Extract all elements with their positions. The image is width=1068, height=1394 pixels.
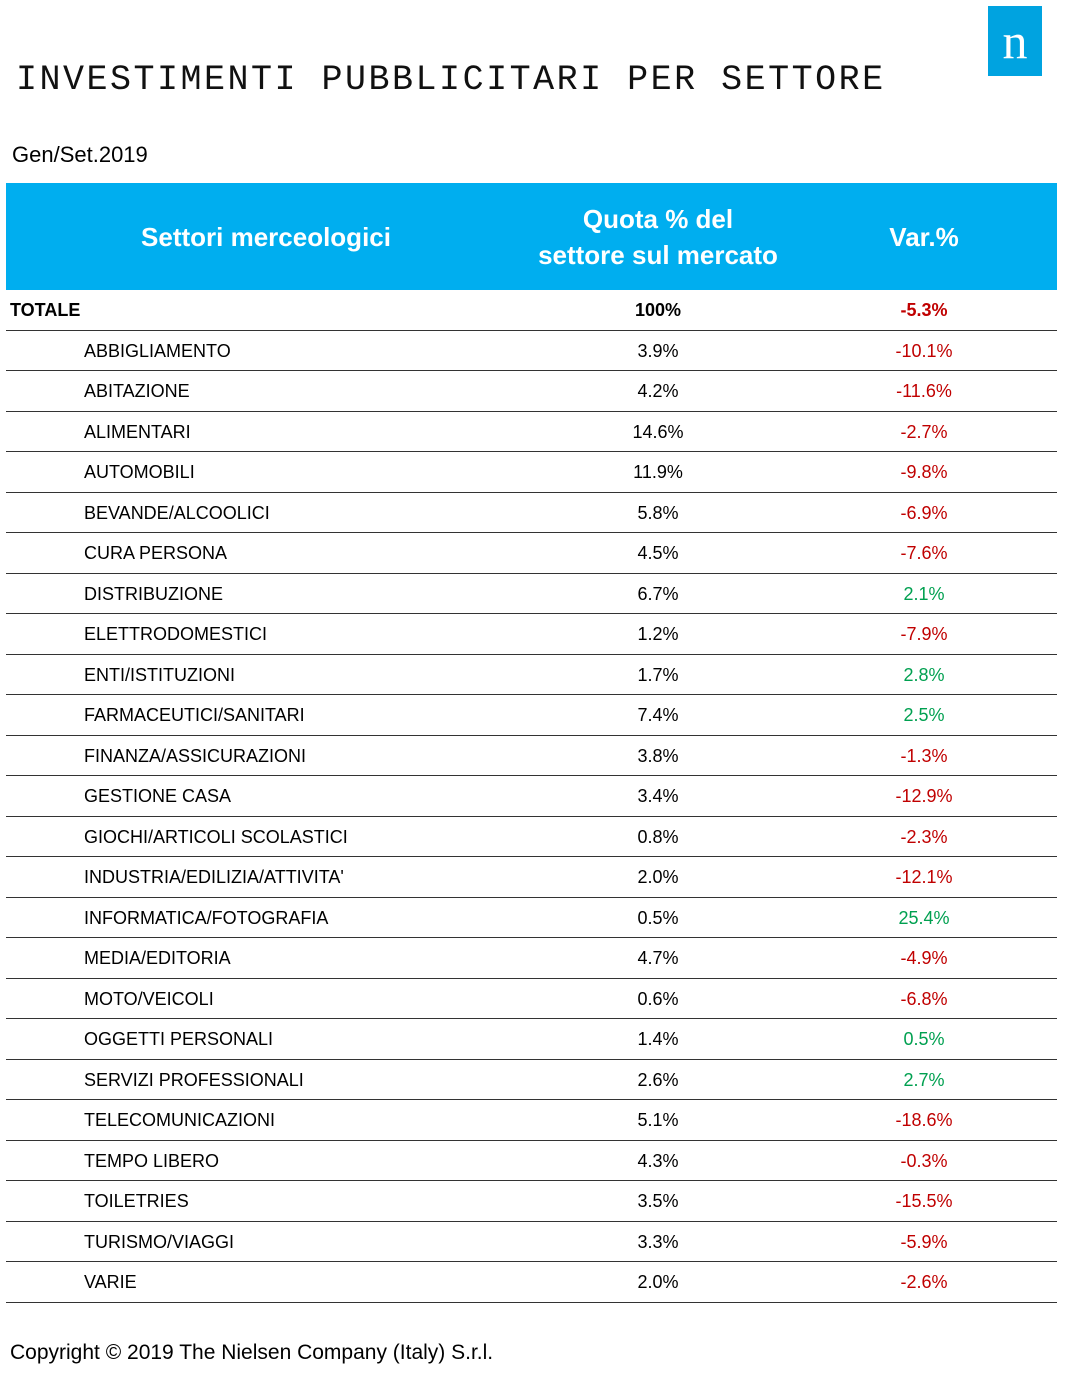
header-share: Quota % del settore sul mercato: [538, 203, 778, 270]
sector-cell: OGGETTI PERSONALI: [84, 1029, 274, 1049]
var-cell: -15.5%: [895, 1191, 953, 1211]
var-cell: -6.8%: [900, 988, 948, 1009]
share-cell: 4.2%: [637, 381, 679, 401]
table-body: [6, 290, 1057, 1303]
nielsen-logo: n: [988, 6, 1042, 76]
var-cell: -2.3%: [900, 826, 948, 847]
var-cell: -0.3%: [900, 1150, 948, 1171]
table-row: [6, 1262, 1057, 1303]
share-cell: 2.0%: [637, 1272, 679, 1292]
table-row: [6, 1019, 1057, 1060]
sector-cell: ABBIGLIAMENTO: [84, 340, 231, 361]
sector-cell: SERVIZI PROFESSIONALI: [84, 1069, 304, 1090]
table-row: [6, 331, 1057, 372]
table-row: [6, 533, 1057, 574]
sector-cell: ALIMENTARI: [84, 421, 191, 442]
table-row: [6, 614, 1057, 655]
var-cell: -6.9%: [900, 502, 948, 523]
sector-cell: ELETTRODOMESTICI: [84, 624, 268, 644]
share-cell: 4.3%: [637, 1150, 679, 1171]
sector-cell: VARIE: [84, 1272, 137, 1292]
var-cell: -2.7%: [900, 421, 948, 442]
table-row: [6, 1141, 1057, 1182]
var-cell: 2.1%: [903, 583, 945, 604]
share-cell: 5.1%: [637, 1110, 679, 1130]
sector-cell: TELECOMUNICAZIONI: [84, 1110, 276, 1130]
sector-cell: FARMACEUTICI/SANITARI: [84, 705, 305, 725]
sector-cell: AUTOMOBILI: [84, 462, 195, 482]
var-cell: -12.9%: [895, 786, 953, 806]
sector-cell: MOTO/VEICOLI: [84, 988, 214, 1009]
var-cell: 25.4%: [898, 907, 950, 928]
table-row: [6, 695, 1057, 736]
share-cell: 4.5%: [637, 543, 679, 563]
share-cell: 1.7%: [637, 664, 679, 685]
var-cell: -2.6%: [900, 1272, 948, 1292]
share-cell: 3.4%: [637, 786, 679, 806]
sector-cell: GIOCHI/ARTICOLI SCOLASTICI: [84, 826, 348, 847]
table-row: [6, 898, 1057, 939]
var-cell: -11.6%: [896, 381, 952, 401]
header-sector: Settori merceologici: [141, 221, 391, 252]
share-cell: 2.6%: [637, 1069, 679, 1090]
sector-cell: TEMPO LIBERO: [84, 1150, 220, 1171]
var-cell: -7.9%: [900, 624, 948, 644]
sector-cell: TURISMO/VIAGGI: [84, 1231, 235, 1252]
sector-cell: FINANZA/ASSICURAZIONI: [84, 745, 307, 766]
share-cell: 11.9%: [633, 462, 683, 482]
table-row: [6, 574, 1057, 615]
share-cell: 5.8%: [637, 502, 679, 523]
sector-cell: INFORMATICA/FOTOGRAFIA: [84, 907, 329, 928]
copyright-notice: Copyright © 2019 The Nielsen Company (Italy) S.r.l.: [10, 1341, 494, 1364]
var-cell: -7.6%: [900, 543, 948, 563]
sector-cell: BEVANDE/ALCOOLICI: [84, 502, 270, 523]
total-label: TOTALE: [10, 300, 81, 320]
table-row: [6, 857, 1057, 898]
var-cell: 2.8%: [903, 664, 945, 685]
share-cell: 3.5%: [637, 1191, 679, 1211]
share-cell: 3.3%: [637, 1231, 679, 1252]
table-row: [6, 736, 1057, 777]
share-cell: 7.4%: [637, 705, 679, 725]
table-row: [6, 493, 1057, 534]
var-cell: -10.1%: [895, 340, 953, 361]
var-cell: 0.5%: [903, 1029, 945, 1049]
share-cell: 3.8%: [637, 745, 679, 766]
sector-cell: CURA PERSONA: [84, 543, 228, 563]
sector-cell: DISTRIBUZIONE: [84, 583, 224, 604]
sector-cell: INDUSTRIA/EDILIZIA/ATTIVITA': [84, 867, 344, 887]
var-cell: -1.3%: [900, 745, 948, 766]
var-cell: -18.6%: [895, 1110, 953, 1130]
share-cell: 1.4%: [637, 1029, 679, 1049]
share-cell: 4.7%: [637, 948, 679, 968]
table-row: [6, 1100, 1057, 1141]
header-var: Var.%: [889, 221, 959, 252]
share-cell: 1.2%: [637, 624, 679, 644]
total-row: [6, 290, 1057, 331]
var-cell: -12.1%: [895, 867, 953, 887]
share-cell: 0.5%: [637, 907, 679, 928]
table-row: [6, 1222, 1057, 1263]
share-cell: 14.6%: [632, 421, 684, 442]
table-row: [6, 452, 1057, 493]
period-label: Gen/Set.2019: [12, 142, 148, 167]
var-cell: -4.9%: [900, 948, 948, 968]
var-cell: 2.7%: [903, 1069, 945, 1090]
share-cell: 2.0%: [637, 867, 679, 887]
table-row: [6, 655, 1057, 696]
table-row: [6, 412, 1057, 453]
share-cell: 3.9%: [637, 340, 679, 361]
sector-cell: GESTIONE CASA: [84, 786, 232, 806]
var-cell: -9.8%: [900, 462, 948, 482]
table-row: [6, 979, 1057, 1020]
sector-cell: TOILETRIES: [84, 1191, 189, 1211]
table-row: [6, 371, 1057, 412]
share-cell: 0.8%: [637, 826, 679, 847]
var-cell: 2.5%: [903, 705, 945, 725]
table-row: [6, 1060, 1057, 1101]
sector-cell: ENTI/ISTITUZIONI: [84, 664, 235, 685]
sector-cell: MEDIA/EDITORIA: [84, 948, 231, 968]
table-row: [6, 817, 1057, 858]
share-cell: 0.6%: [637, 988, 679, 1009]
total-share: 100%: [634, 300, 682, 320]
table-row: [6, 1181, 1057, 1222]
table-row: [6, 776, 1057, 817]
share-cell: 6.7%: [637, 583, 679, 604]
sector-cell: ABITAZIONE: [84, 381, 190, 401]
total-var: -5.3%: [900, 300, 948, 320]
page-title: INVESTIMENTI PUBBLICITARI PER SETTORE: [16, 60, 886, 100]
table-row: [6, 938, 1057, 979]
var-cell: -5.9%: [900, 1231, 948, 1252]
table-header: [6, 183, 1057, 290]
